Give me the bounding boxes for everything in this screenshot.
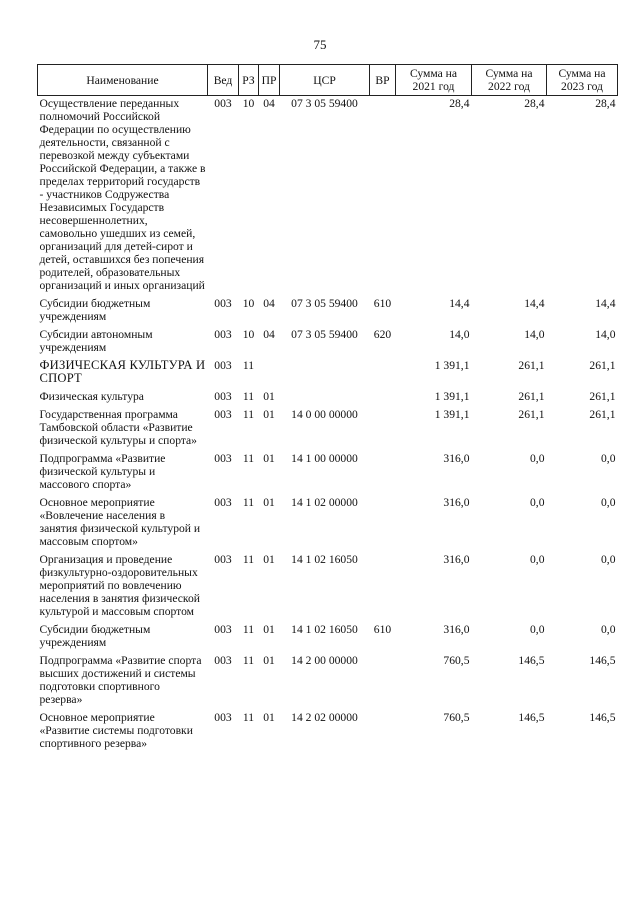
table-row (38, 296, 618, 327)
row-sum-2021: 28,4 (449, 97, 470, 110)
row-csr: 14 1 00 00000 (291, 452, 358, 465)
row-rz: 10 (242, 297, 255, 310)
row-sum-2021: 316,0 (443, 553, 470, 566)
row-vr (370, 653, 396, 710)
header-vr: ВР (370, 65, 396, 96)
row-sum-2023: 146,5 (589, 654, 616, 667)
row-vr (370, 710, 396, 754)
row-vr (370, 407, 396, 451)
row-name: Субсидии бюджетным учреждениям (39, 297, 151, 323)
table-body (38, 96, 618, 755)
row-csr: 07 3 05 59400 (291, 97, 358, 110)
row-name: Основное мероприятие «Вовлечение населения в занятия физической культурой и массовым спортом» (39, 496, 201, 548)
row-sum-2021: 14,4 (449, 297, 470, 310)
row-name: Основное мероприятие «Развитие системы подготовки спортивного резерва» (39, 711, 193, 750)
row-csr: 14 2 00 00000 (291, 654, 358, 667)
table-row (38, 389, 618, 407)
row-sum-2022: 0,0 (530, 496, 545, 509)
row-rz: 11 (242, 359, 255, 372)
table-row (38, 407, 618, 451)
row-sum-2023: 261,1 (589, 408, 616, 421)
row-ved: 003 (214, 654, 232, 667)
table-row (38, 710, 618, 754)
header-csr: ЦСР (280, 65, 370, 96)
row-ved: 003 (214, 408, 232, 421)
row-name: Субсидии автономным учреждениям (39, 328, 153, 354)
row-sum-2021: 316,0 (443, 452, 470, 465)
row-sum-2023: 146,5 (589, 711, 616, 724)
row-sum-2023: 261,1 (589, 359, 616, 372)
row-vr: 620 (373, 328, 392, 341)
row-pr: 01 (263, 654, 275, 667)
row-sum-2022: 146,5 (518, 711, 545, 724)
table-row (38, 622, 618, 653)
row-pr: 01 (263, 452, 275, 465)
row-rz: 11 (242, 408, 255, 421)
row-pr: 01 (263, 408, 275, 421)
row-sum-2021: 1 391,1 (434, 408, 470, 421)
row-sum-2023: 0,0 (601, 452, 616, 465)
table-row (38, 327, 618, 358)
header-ved: Вед (208, 65, 239, 96)
table-row (38, 552, 618, 622)
header-sum-2022: Сумма на 2022 год (472, 65, 547, 96)
row-ved: 003 (214, 553, 232, 566)
row-sum-2022: 28,4 (524, 97, 545, 110)
row-csr: 07 3 05 59400 (291, 328, 358, 341)
row-sum-2023: 0,0 (601, 553, 616, 566)
row-name: Субсидии бюджетным учреждениям (39, 623, 151, 649)
row-rz: 10 (242, 328, 255, 341)
row-pr: 01 (263, 553, 275, 566)
row-sum-2022: 14,4 (524, 297, 545, 310)
row-sum-2022: 261,1 (518, 390, 545, 403)
row-name: Физическая культура (39, 390, 144, 403)
row-ved: 003 (214, 297, 232, 310)
row-rz: 11 (242, 390, 255, 403)
row-sum-2022: 261,1 (518, 359, 545, 372)
row-sum-2021: 760,5 (443, 711, 470, 724)
row-pr: 04 (263, 328, 275, 341)
row-pr: 01 (263, 390, 275, 403)
row-ved: 003 (214, 328, 232, 341)
table-row (38, 451, 618, 495)
table-row (38, 96, 618, 297)
row-pr: 04 (263, 297, 275, 310)
header-sum-2023: Сумма на 2023 год (547, 65, 618, 96)
row-pr: 04 (263, 97, 275, 110)
row-sum-2021: 760,5 (443, 654, 470, 667)
row-rz: 11 (242, 711, 255, 724)
row-rz: 11 (242, 496, 255, 509)
row-vr (370, 451, 396, 495)
row-sum-2023: 261,1 (589, 390, 616, 403)
row-ved: 003 (214, 711, 232, 724)
table-row (38, 653, 618, 710)
row-ved: 003 (214, 359, 232, 372)
header-sum-2021: Сумма на 2021 год (396, 65, 472, 96)
row-sum-2023: 14,4 (595, 297, 616, 310)
row-sum-2022: 0,0 (530, 623, 545, 636)
row-sum-2022: 14,0 (524, 328, 545, 341)
row-name: Подпрограмма «Развитие спорта высших достижений и системы подготовки спортивного резерва» (39, 654, 202, 706)
row-name: Организация и проведение физкультурно-оздоровительных мероприятий по вовлечению населения в занятия физической культурой и массовым спортом (39, 553, 200, 618)
row-csr: 14 2 02 00000 (291, 711, 358, 724)
row-csr: 07 3 05 59400 (291, 297, 358, 310)
row-sum-2021: 316,0 (443, 623, 470, 636)
row-ved: 003 (214, 623, 232, 636)
row-sum-2021: 316,0 (443, 496, 470, 509)
row-sum-2023: 0,0 (601, 623, 616, 636)
row-rz: 11 (242, 452, 255, 465)
row-csr (280, 389, 370, 407)
budget-table (37, 64, 618, 754)
row-pr: 01 (263, 623, 275, 636)
row-vr (370, 96, 396, 297)
row-rz: 11 (242, 623, 255, 636)
row-vr (370, 389, 396, 407)
row-name: Государственная программа Тамбовской области «Развитие физической культуры и спорта» (39, 408, 197, 447)
row-vr (370, 358, 396, 389)
row-csr: 14 1 02 16050 (291, 623, 358, 636)
row-name: ФИЗИЧЕСКАЯ КУЛЬТУРА И СПОРТ (39, 358, 206, 385)
row-vr: 610 (373, 297, 392, 310)
row-sum-2021: 1 391,1 (434, 359, 470, 372)
row-sum-2022: 261,1 (518, 408, 545, 421)
header-rz: РЗ (239, 65, 259, 96)
row-sum-2021: 1 391,1 (434, 390, 470, 403)
row-ved: 003 (214, 97, 232, 110)
row-sum-2021: 14,0 (449, 328, 470, 341)
page-number: 75 (313, 37, 327, 52)
row-ved: 003 (214, 496, 232, 509)
table-header (38, 65, 618, 96)
row-sum-2023: 14,0 (595, 328, 616, 341)
row-ved: 003 (214, 452, 232, 465)
row-vr (370, 552, 396, 622)
table-row (38, 358, 618, 389)
row-sum-2022: 0,0 (530, 553, 545, 566)
table-row (38, 495, 618, 552)
row-rz: 11 (242, 654, 255, 667)
header-pr: ПР (259, 65, 280, 96)
row-sum-2022: 146,5 (518, 654, 545, 667)
row-rz: 11 (242, 553, 255, 566)
row-rz: 10 (242, 97, 255, 110)
row-sum-2023: 28,4 (595, 97, 616, 110)
row-name: Осуществление переданных полномочий Российской Федерации по осуществлению деятельности, связанной с перевозкой между субъектами Российской Федерации, а также в пределах территорий государств - участников Содружества Независимых Государств несовершеннолетних, самовольно ушедших из семей, организаций для детей-сирот и детей, оставшихся без попечения родителей, образовательных организаций и иных организаций (39, 97, 206, 292)
row-vr (370, 495, 396, 552)
row-name: Подпрограмма «Развитие физической культуры и массового спорта» (39, 452, 166, 491)
row-pr (259, 358, 280, 389)
row-csr: 14 1 02 00000 (291, 496, 358, 509)
row-sum-2023: 0,0 (601, 496, 616, 509)
header-name: Наименование (38, 65, 208, 96)
row-csr (280, 358, 370, 389)
row-sum-2022: 0,0 (530, 452, 545, 465)
row-pr: 01 (263, 496, 275, 509)
row-pr: 01 (263, 711, 275, 724)
row-csr: 14 1 02 16050 (291, 553, 358, 566)
row-ved: 003 (214, 390, 232, 403)
row-csr: 14 0 00 00000 (291, 408, 358, 421)
row-vr: 610 (373, 623, 392, 636)
